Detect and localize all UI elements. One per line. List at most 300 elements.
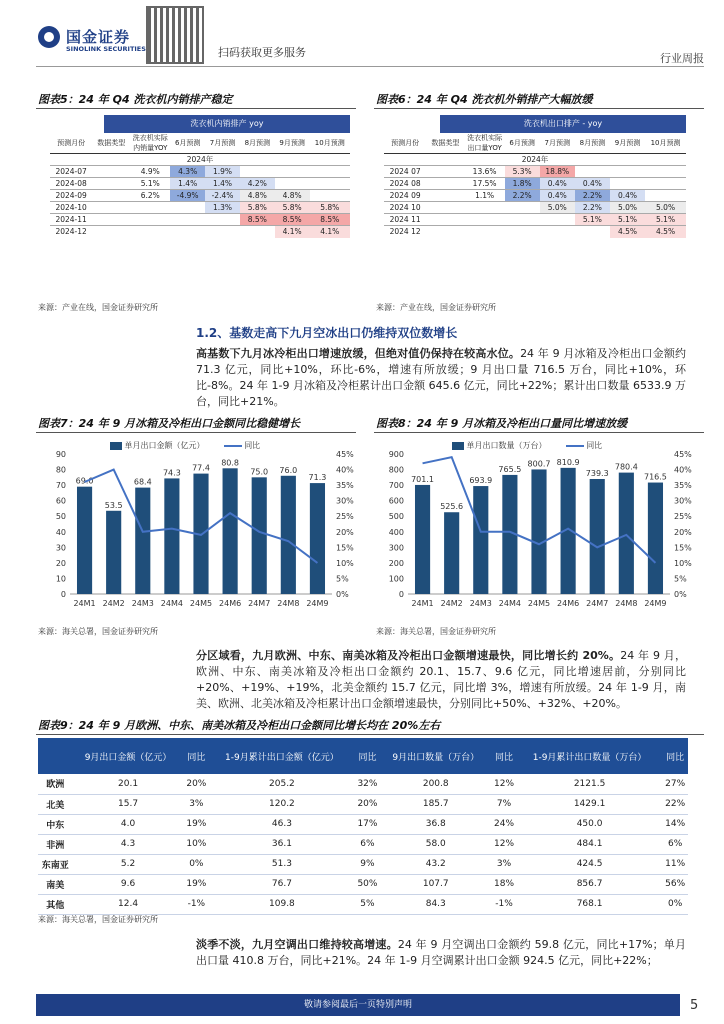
fig5-cell: 8.5%	[240, 214, 275, 226]
fig5-row-month: 2024-08	[55, 179, 87, 188]
fig5-cell: 4.8%	[275, 190, 310, 202]
fig5-cell	[205, 214, 240, 226]
fig9-cell: 200.8	[380, 774, 491, 794]
fig9-cell: 12%	[491, 834, 517, 854]
fig5-cell: 6.2%	[140, 191, 160, 200]
fig8-ytick-right: 15%	[674, 543, 692, 553]
fig7-ytick-right: 5%	[336, 574, 349, 584]
fig7-source: 来源：海关总署，国金证券研究所	[38, 627, 158, 636]
fig5-col-4: 10月预测	[314, 139, 345, 147]
fig6-cell: 13.6%	[472, 167, 497, 176]
fig8-rule	[374, 432, 704, 433]
fig8-xtick: 24M1	[411, 599, 434, 608]
fig8-xtick: 24M5	[527, 599, 551, 608]
fig9-cell: 56%	[662, 874, 688, 894]
fig5-row-blank	[92, 178, 130, 190]
fig8-xtick: 24M9	[644, 599, 667, 608]
fig7-ytick-right: 20%	[336, 527, 354, 537]
fig8-ytick-left: 600	[388, 496, 404, 506]
region-paragraph-lead: 分区域看，九月欧洲、中东、南美冰箱及冷柜出口金额增速最快，同比增长约 20%。	[196, 649, 621, 662]
fig5-col-3: 9月预测	[279, 139, 305, 147]
fig5-cell	[130, 226, 170, 238]
fig8-xtick: 24M7	[586, 599, 609, 608]
fig5-cell: 1.4%	[170, 178, 205, 190]
fig7-bar	[310, 483, 325, 594]
fig7-xtick: 24M1	[73, 599, 96, 608]
fig8-ytick-right: 35%	[674, 481, 692, 491]
fig8-bar-label: 525.6	[440, 502, 464, 512]
fig9-header-cell: 1-9月累计出口金额（亿元）	[209, 738, 354, 774]
fig8-bar	[444, 512, 459, 594]
fig6-cell	[645, 166, 686, 178]
fig6-cell	[540, 214, 575, 226]
header	[0, 0, 724, 68]
fig9-header-cell: 同比	[184, 738, 210, 774]
footer-bar	[36, 994, 680, 1016]
table-row	[384, 226, 686, 238]
fig9-table	[38, 738, 688, 915]
fig9-cell: 84.3	[380, 894, 491, 914]
fig8-legend-line-label: 同比	[586, 441, 603, 450]
fig7-bar	[135, 488, 150, 594]
fig9-cell: 19%	[184, 814, 210, 834]
fig7-ytick-left: 80	[55, 465, 66, 475]
fig8-ytick-left: 100	[388, 574, 404, 584]
section-heading: 1.2、基数走高下九月空冰出口仍维持双位数增长	[196, 326, 458, 340]
fig9-cell: 2121.5	[517, 774, 662, 794]
fig5-cell: 8.5%	[275, 214, 310, 226]
fig7-bar-label: 69.0	[75, 476, 94, 486]
fig5-row-month: 2024-10	[55, 203, 87, 212]
fig9-region: 中东	[38, 814, 73, 834]
fig6-grid	[384, 133, 686, 238]
fig6-title: 图表6：24 年 Q4 洗衣机外销排产大幅放缓	[376, 93, 593, 106]
fig7-ytick-right: 10%	[336, 558, 354, 568]
fig7-ytick-left: 60	[55, 496, 66, 506]
fig8-xtick: 24M2	[440, 599, 463, 608]
fig8-ytick-left: 500	[388, 512, 404, 522]
fig5-year-label: 2024年	[50, 154, 350, 166]
fig9-cell: 107.7	[380, 874, 491, 894]
fig5-row-blank	[92, 214, 130, 226]
fig8-bar-label: 693.9	[469, 476, 493, 486]
fig9-cell: -1%	[184, 894, 210, 914]
table-row	[38, 774, 688, 794]
fig7-ytick-right: 35%	[336, 481, 354, 491]
fig6-cell: 5.1%	[645, 214, 686, 226]
fig5-cell	[310, 190, 350, 202]
fig5-cell: 1.3%	[205, 202, 240, 214]
fig9-cell: 5.2	[73, 854, 184, 874]
fig6-row-blank	[426, 214, 464, 226]
fig7-ytick-right: 15%	[336, 543, 354, 553]
fig7-ytick-right: 0%	[336, 590, 349, 599]
fig6-cell	[465, 226, 505, 238]
fig9-header-cell	[38, 738, 73, 774]
fig7-bar-label: 77.4	[192, 463, 210, 473]
fig5-cell	[205, 226, 240, 238]
fig6-cell	[610, 178, 645, 190]
fig9-cell: 58.0	[380, 834, 491, 854]
fig5-cell: 4.1%	[275, 226, 310, 238]
qr-code-icon[interactable]	[146, 6, 204, 64]
fig7-ytick-right: 30%	[336, 496, 354, 506]
fig6-cell: 2.2%	[575, 190, 610, 202]
fig5-cell	[240, 166, 275, 178]
fig6-table	[384, 115, 686, 238]
fig9-header-cell: 1-9月累计出口数量（万台）	[517, 738, 662, 774]
fig5-row-blank	[92, 190, 130, 202]
fig7-bar-label: 68.4	[133, 477, 152, 487]
fig5-source: 来源：产业在线，国金证券研究所	[38, 303, 158, 312]
fig9-source: 来源：海关总署，国金证券研究所	[38, 915, 158, 924]
fig7-rule	[36, 432, 356, 433]
fig8-ytick-right: 40%	[674, 465, 692, 475]
fig6-row-month: 2024 09	[389, 191, 421, 200]
section-paragraph	[196, 346, 686, 410]
fig6-source: 来源：产业在线，国金证券研究所	[376, 303, 496, 312]
fig9-region: 北美	[38, 794, 73, 814]
fig9-cell: 51.3	[209, 854, 354, 874]
table-row	[384, 190, 686, 202]
fig5-cell: -4.9%	[170, 190, 205, 202]
fig8-ytick-right: 45%	[674, 450, 692, 459]
fig6-row-blank	[426, 166, 464, 178]
fig8-bar-label: 800.7	[527, 459, 551, 469]
fig9-cell: 768.1	[517, 894, 662, 914]
fig5-cell: 8.5%	[310, 214, 350, 226]
fig8-ytick-left: 300	[388, 543, 404, 553]
fig7-chart	[36, 446, 366, 616]
fig6-cell: 5.1%	[610, 214, 645, 226]
fig9-cell: 18%	[491, 874, 517, 894]
fig8-bar	[415, 485, 430, 594]
table-row	[50, 190, 350, 202]
fig6-rule	[374, 108, 704, 109]
fig8-xtick: 24M3	[469, 599, 492, 608]
fig5-row-blank	[92, 166, 130, 178]
fig5-cell	[130, 214, 170, 226]
fig8-bar	[619, 473, 634, 594]
fig9-region: 欧洲	[38, 774, 73, 794]
fig8-bar-label: 716.5	[643, 472, 667, 482]
fig9-cell: 36.8	[380, 814, 491, 834]
fig5-cell: 1.9%	[205, 166, 240, 178]
fig9-cell: 76.7	[209, 874, 354, 894]
fig7-bar	[77, 487, 92, 594]
fig6-cell	[645, 190, 686, 202]
fig7-bar-label: 74.3	[162, 468, 181, 478]
fig5-row-month: 2024-11	[55, 215, 87, 224]
fig6-row-blank	[426, 202, 464, 214]
fig7-bar	[252, 477, 267, 594]
fig5-cell: 4.2%	[240, 178, 275, 190]
fig9-cell: 6%	[355, 834, 381, 854]
fig6-cell: 2.2%	[575, 202, 610, 214]
fig5-cell	[240, 226, 275, 238]
fig9-cell: 5%	[355, 894, 381, 914]
fig8-xtick: 24M6	[557, 599, 580, 608]
fig5-cell	[275, 166, 310, 178]
fig6-cell: 5.0%	[610, 202, 645, 214]
table-row	[38, 894, 688, 914]
fig5-banner: 洗衣机内销排产 yoy	[104, 115, 350, 133]
fig9-cell: 424.5	[517, 854, 662, 874]
fig6-row-month: 2024 12	[389, 227, 421, 237]
fig8-bar	[648, 483, 663, 594]
fig8-bar-label: 765.5	[498, 464, 522, 474]
fig8-ytick-right: 25%	[674, 512, 692, 522]
fig6-col-4: 10月预测	[650, 139, 681, 147]
fig9-cell: 6%	[662, 834, 688, 854]
fig5-cell	[275, 178, 310, 190]
fig7-xtick: 24M4	[160, 599, 183, 608]
fig8-bar	[590, 479, 605, 594]
fig5-row-blank	[92, 202, 130, 214]
fig7-xtick: 24M6	[219, 599, 242, 608]
fig5-cell: -2.4%	[205, 190, 240, 202]
fig5-col-forecast-month: 预测月份	[57, 139, 86, 147]
fig7-ytick-left: 0	[60, 590, 66, 599]
fig9-header-cell: 9月出口数量（万台）	[380, 738, 491, 774]
fig8-bar	[473, 486, 488, 594]
fig5-header-row	[50, 133, 350, 154]
fig6-cell	[610, 166, 645, 178]
fig5-col-2: 8月预测	[244, 139, 271, 147]
fig8-ytick-right: 0%	[674, 590, 687, 599]
fig9-region: 南美	[38, 874, 73, 894]
fig9-cell: 12.4	[73, 894, 184, 914]
fig6-cell: 5.1%	[575, 214, 610, 226]
fig8-bar	[531, 469, 546, 594]
fig8-ytick-left: 400	[388, 527, 404, 537]
fig5-cell	[310, 166, 350, 178]
fig6-col-3: 9月预测	[614, 139, 641, 147]
table-row	[50, 202, 350, 214]
fig6-cell: 5.0%	[645, 202, 686, 214]
fig5-cell	[170, 202, 205, 214]
fig9-cell: 3%	[491, 854, 517, 874]
fig7-legend-bar-label: 单月出口金额（亿元）	[124, 441, 205, 450]
fig8-bar-label: 780.4	[614, 462, 638, 472]
fig9-cell: 10%	[184, 834, 210, 854]
fig9-header-cell: 同比	[491, 738, 517, 774]
fig7-bar	[223, 468, 238, 594]
fig9-region: 其他	[38, 894, 73, 914]
table-row	[38, 814, 688, 834]
fig6-cell: 1.8%	[505, 178, 540, 190]
fig6-cell: 5.0%	[540, 202, 575, 214]
fig7-bar	[106, 511, 121, 594]
footer-disclaimer: 敬请参阅最后一页特别声明	[303, 1000, 412, 1010]
qr-caption: 扫码获取更多服务	[218, 46, 306, 59]
fig7-xtick: 24M3	[131, 599, 154, 608]
fig6-year-label: 2024年	[384, 154, 686, 166]
table-row	[384, 166, 686, 178]
fig6-col-2: 8月预测	[579, 139, 606, 147]
fig8-ytick-left: 700	[388, 481, 404, 491]
fig7-bar	[164, 478, 179, 594]
fig9-cell: 9.6	[73, 874, 184, 894]
fig8-ytick-right: 5%	[674, 574, 687, 584]
fig9-rule	[36, 734, 704, 735]
fig9-cell: 0%	[184, 854, 210, 874]
fig7-bar-label: 75.0	[250, 467, 269, 477]
fig5-row-blank	[92, 226, 130, 238]
fig5-col-data-type: 数据类型	[97, 139, 126, 147]
fig8-ytick-right: 20%	[674, 527, 692, 537]
fig5-cell: 5.1%	[140, 179, 160, 188]
fig5-cell: 1.4%	[205, 178, 240, 190]
fig8-legend-bar-label: 单月出口数量（万台）	[466, 441, 547, 450]
fig6-cell: 5.3%	[505, 166, 540, 178]
fig9-cell: 32%	[355, 774, 381, 794]
table-row	[384, 214, 686, 226]
fig9-title: 图表9：24 年 9 月欧洲、中东、南美冰箱及冷柜出口金额同比增长均在 20%左右	[38, 719, 441, 732]
fig9-cell: 109.8	[209, 894, 354, 914]
fig8-source: 来源：海关总署，国金证券研究所	[376, 627, 496, 636]
fig9-cell: 20%	[355, 794, 381, 814]
fig9-header-cell: 9月出口金额（亿元）	[73, 738, 184, 774]
fig9-cell: 50%	[355, 874, 381, 894]
fig7-ytick-left: 70	[55, 481, 66, 491]
table-row	[38, 834, 688, 854]
fig9-cell: 7%	[491, 794, 517, 814]
table-row	[50, 226, 350, 238]
fig7-ytick-right: 45%	[336, 450, 354, 459]
fig6-col-0: 6月预测	[509, 139, 535, 147]
fig9-cell: 4.0	[73, 814, 184, 834]
fig6-cell	[465, 202, 505, 214]
fig6-row-blank	[426, 226, 464, 238]
table-row	[384, 178, 686, 190]
fig6-cell	[505, 214, 540, 226]
fig6-row-blank	[426, 190, 464, 202]
fig6-cell	[540, 226, 575, 238]
fig7-ytick-right: 25%	[336, 512, 354, 522]
fig9-cell: 15.7	[73, 794, 184, 814]
fig7-legend-line-label: 同比	[244, 441, 261, 450]
fig6-row-month: 2024 08	[389, 179, 421, 188]
fig8-ytick-right: 30%	[674, 496, 692, 506]
fig7-ytick-left: 30	[55, 543, 66, 553]
fig7-bar-label: 71.3	[308, 473, 327, 483]
fig9-cell: 36.1	[209, 834, 354, 854]
fig9-cell: 12%	[491, 774, 517, 794]
fig8-title: 图表8：24 年 9 月冰箱及冷柜出口量同比增速放缓	[376, 417, 628, 430]
fig5-cell: 5.8%	[275, 202, 310, 214]
fig9-cell: 856.7	[517, 874, 662, 894]
fig6-col-1: 7月预测	[544, 139, 571, 147]
fig9-header-row	[38, 738, 688, 774]
fig6-col-forecast-month: 预测月份	[391, 139, 420, 147]
fig6-header-row	[384, 133, 686, 154]
fig5-title: 图表5：24 年 Q4 洗衣机内销排产稳定	[38, 93, 233, 106]
fig6-cell	[575, 166, 610, 178]
fig8-xtick: 24M8	[615, 599, 638, 608]
table-row	[50, 166, 350, 178]
brand-logo-icon	[38, 26, 60, 48]
region-paragraph-body: 24 年 9 月，欧洲、中东、南美冰箱及冷柜出口金额约 20.1、15.7、9.6 亿元，同比增速居前，分别同比+20%、+19%、+19%，北美金额约 15.7 亿元，同比增 3%，增速有所放缓。24 年 1-9 月，南美、欧洲、北美冰箱及冷柜累计出口金额增速最快，分别同比+50%、+32%、+20%。	[196, 649, 686, 710]
fig9-cell: 20.1	[73, 774, 184, 794]
ac-paragraph-lead: 淡季不淡，九月空调出口维持较高增速。	[196, 938, 398, 951]
fig6-col-actual: 洗衣机实际出口量YOY	[467, 134, 503, 152]
fig9-cell: 0%	[662, 894, 688, 914]
fig6-col-data-type: 数据类型	[431, 139, 460, 147]
table-row	[384, 202, 686, 214]
fig7-title: 图表7：24 年 9 月冰箱及冷柜出口金额同比稳健增长	[38, 417, 301, 430]
fig7-xtick: 24M5	[189, 599, 213, 608]
fig6-cell: 4.5%	[645, 226, 686, 238]
fig9-cell: 205.2	[209, 774, 354, 794]
fig5-grid	[50, 133, 350, 238]
table-row	[38, 794, 688, 814]
fig9-cell: 22%	[662, 794, 688, 814]
fig8-ytick-left: 0	[398, 590, 404, 599]
fig7-bar-label: 53.5	[104, 500, 123, 510]
fig6-cell: 0.4%	[575, 178, 610, 190]
fig6-cell	[645, 178, 686, 190]
fig5-cell: 5.8%	[310, 202, 350, 214]
fig6-cell: 2.2%	[505, 190, 540, 202]
fig9-cell: 24%	[491, 814, 517, 834]
fig7-ytick-left: 10	[55, 574, 66, 584]
table-row	[38, 874, 688, 894]
fig7-bar-label: 76.0	[279, 465, 298, 475]
fig9-cell: 1429.1	[517, 794, 662, 814]
fig5-cell: 5.8%	[240, 202, 275, 214]
fig6-year-row	[384, 154, 686, 166]
section-paragraph-lead: 高基数下九月冰冷柜出口增速放缓，但绝对值仍保持在较高水位。	[196, 347, 521, 360]
fig6-cell	[505, 226, 540, 238]
fig5-row-month: 2024-07	[55, 167, 87, 176]
fig9-region: 东南亚	[38, 854, 73, 874]
table-row	[50, 178, 350, 190]
fig6-row-blank	[426, 178, 464, 190]
fig6-cell: 0.4%	[540, 190, 575, 202]
ac-paragraph-body: 24 年 9 月空调出口金额约 59.8 亿元，同比+17%；单月出口量 410.8 万台，同比+21%。24 年 1-9 月空调累计出口金额 924.5 亿元，同比+22%；	[196, 938, 686, 967]
fig9-cell: 185.7	[380, 794, 491, 814]
fig5-row-month: 2024-12	[55, 227, 87, 237]
fig7-xtick: 24M2	[102, 599, 125, 608]
fig5-rule	[36, 108, 356, 109]
fig9-cell: 450.0	[517, 814, 662, 834]
page-number: 5	[690, 998, 699, 1013]
fig6-cell: 4.5%	[610, 226, 645, 238]
fig6-cell: 0.4%	[540, 178, 575, 190]
fig9-cell: 20%	[184, 774, 210, 794]
fig6-cell: 17.5%	[472, 179, 497, 188]
fig7-bar	[281, 476, 296, 594]
fig6-row-month: 2024 10	[389, 203, 421, 212]
fig5-cell	[310, 178, 350, 190]
fig7-ytick-left: 20	[55, 558, 66, 568]
fig6-cell	[575, 226, 610, 238]
brand-name: 国金证券	[66, 28, 131, 46]
fig9-cell: 484.1	[517, 834, 662, 854]
fig8-ytick-left: 800	[388, 465, 404, 475]
fig9-cell: 27%	[662, 774, 688, 794]
fig9-cell: 120.2	[209, 794, 354, 814]
header-rule	[36, 66, 704, 67]
fig5-col-actual: 洗衣机实际内销量YOY	[132, 134, 168, 152]
fig9-cell: 3%	[184, 794, 210, 814]
fig6-cell: 18.8%	[540, 166, 575, 178]
fig9-header-cell: 同比	[355, 738, 381, 774]
fig8-ytick-left: 900	[388, 450, 404, 459]
fig9-cell: 19%	[184, 874, 210, 894]
fig5-cell: 4.9%	[140, 167, 160, 176]
